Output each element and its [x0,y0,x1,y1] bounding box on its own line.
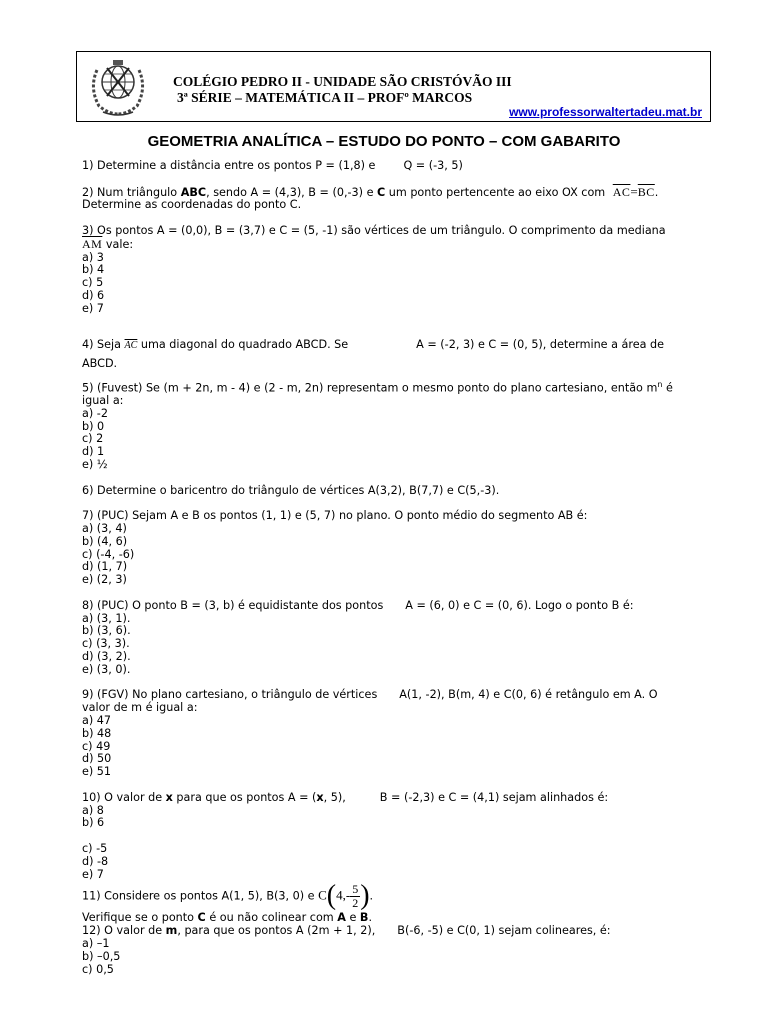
option: d) 50 [82,752,112,766]
option: c) 5 [82,276,104,290]
question-12-text-mid: , para que os pontos A (2m + 1, 2), [177,924,376,938]
option: a) (3, 4) [82,522,127,536]
question-1-point-q: Q = (-3, 5) [403,159,463,172]
question-11-line2-text: Verifique se o ponto [82,911,198,925]
fraction-numerator: 5 [352,882,359,897]
option: a) –1 [82,936,110,950]
fraction-5-2 [350,883,360,910]
question-1-text: 1) Determine a distância entre os pontos P = (1,8) e [82,159,376,172]
option: d) (3, 2). [82,650,131,664]
question-2 [82,183,703,213]
question-2-text: 2) Num triângulo [82,185,181,199]
segment-ac-diagonal: $\overline{AC}$ [124,339,138,351]
header-box [76,51,711,122]
question-12-text: 12) O valor de [82,924,166,938]
point-c-bold: C [197,911,206,925]
question-11-text: 11) Considere os pontos A(1, 5), B(3, 0) e [82,889,319,903]
question-2-line2: Determine as coordenadas do ponto C. [82,198,302,212]
question-8-text-right: A = (6, 0) e C = (0, 6). Logo o ponto B é: [405,598,634,612]
question-4-line2: ABCD. [82,356,118,370]
question-9-line2: valor de m é igual a: [82,701,198,715]
segment-ac: $\overline{AC}$ [612,184,631,199]
option: e) 7 [82,301,104,315]
option: a) -2 [82,406,108,420]
question-12-text-right: B(-6, -5) e C(0, 1) sejam colineares, é: [397,924,611,938]
question-12 [82,925,703,976]
question-11-line2-mid: é ou não colinear com [205,911,338,925]
option: c) (3, 3). [82,637,130,651]
option: e) 7 [82,867,104,881]
variable-m: m [165,924,178,938]
point-c-label: C [377,185,386,199]
option: e) (3, 0). [82,662,131,676]
question-5 [82,379,703,472]
exponent-n: n [657,379,663,389]
period: . [654,185,659,199]
question-9-text-right: A(1, -2), B(m, 4) e C(0, 6) é retângulo em A. O [399,688,658,702]
period: . [369,889,374,903]
option: a) 8 [82,803,104,817]
question-5-line2: igual a: [82,394,124,408]
option: d) (1, 7) [82,560,128,574]
question-7 [82,510,703,587]
question-3-vale: vale: [102,237,134,251]
point-c-coord: 4,- [336,887,351,903]
questions [82,160,703,976]
option: e) 51 [82,765,112,779]
option: b) (3, 6). [82,624,131,638]
question-10-text-end: , 5), [323,790,346,804]
question-3-text: 3) Os pontos A = (0,0), B = (3,7) e C = (5, -1) são vértices de um triângulo. O comprimento da mediana [82,223,666,237]
option: b) 0 [82,419,105,433]
question-9-text: 9) (FGV) No plano cartesiano, o triângulo de vértices [82,688,378,702]
question-4-text: 4) Seja [82,337,125,351]
option: b) –0,5 [82,949,121,963]
option: c) 2 [82,432,104,446]
course-line: 3ª SÉRIE – MATEMÁTICA II – PROFº MARCOS [177,90,473,105]
question-4-text-right: A = (-2, 3) e C = (0, 5), determine a área de [416,337,665,351]
question-3 [82,225,703,316]
option: b) 6 [82,816,105,830]
segment-am: $\overline{AM}$ [82,236,103,251]
option: a) 3 [82,250,104,264]
option: c) 0,5 [82,962,114,976]
option: d) 6 [82,288,105,302]
option: a) (3, 1). [82,611,131,625]
point-b-bold: B [359,911,369,925]
option: d) 1 [82,445,105,459]
left-paren: ( [326,880,337,912]
segment-bc: $\overline{BC}$ [637,184,655,199]
option: d) -8 [82,854,109,868]
point-c-math: C [318,887,327,903]
conjunction: e [345,911,360,925]
variable-x: x [165,790,173,804]
question-10-text-mid: para que os pontos A = ( [172,790,317,804]
question-10-text: 10) O valor de [82,790,166,804]
question-5-text: 5) (Fuvest) Se (m + 2n, m - 4) e (2 - m, 2n) representam o mesmo ponto do plano cartesiano, então m [82,381,658,395]
question-4 [82,336,703,373]
option: b) 48 [82,726,112,740]
question-2-text-mid: , sendo A = (4,3), B = (0,-3) e [206,185,378,199]
option: a) 47 [82,714,112,728]
triangle-label: ABC [180,185,207,199]
page-title: GEOMETRIA ANALÍTICA – ESTUDO DO PONTO – COM GABARITO [147,133,621,150]
right-paren: ) [360,880,370,912]
website-link[interactable]: www.professorwaltertadeu.mat.br [509,105,702,119]
equals-sign: = [630,183,638,199]
option: b) 4 [82,263,105,277]
question-8 [82,600,703,677]
point-a-bold: A [337,911,346,925]
fraction-denominator: 2 [352,896,359,911]
question-8-text: 8) (PUC) O ponto B = (3, b) é equidistante dos pontos [82,598,384,612]
option: c) 49 [82,739,111,753]
question-2-text-post: um ponto pertencente ao eixo OX com [385,185,609,199]
question-10 [82,792,703,882]
question-10-text-right: B = (-2,3) e C = (4,1) sejam alinhados é: [379,790,609,804]
option: e) (2, 3) [82,573,127,587]
option: c) (-4, -6) [82,547,135,561]
school-name: COLÉGIO PEDRO II - UNIDADE SÃO CRISTÓVÃO III [173,74,512,89]
school-crest-logo [83,54,153,120]
question-7-text: 7) (PUC) Sejam A e B os pontos (1, 1) e (5, 7) no plano. O ponto médio do segmento AB é: [82,509,588,523]
question-9 [82,689,703,779]
period: . [368,911,373,925]
question-5-end: é [662,381,673,395]
question-4-text-mid: uma diagonal do quadrado ABCD. Se [137,337,349,351]
variable-x: x [316,790,324,804]
question-11 [82,880,703,925]
option: e) ½ [82,458,108,472]
option: b) (4, 6) [82,534,128,548]
option: c) -5 [82,841,108,855]
question-1 [82,160,703,173]
question-6: 6) Determine o baricentro do triângulo de vértices A(3,2), B(7,7) e C(5,-3). [82,483,500,497]
